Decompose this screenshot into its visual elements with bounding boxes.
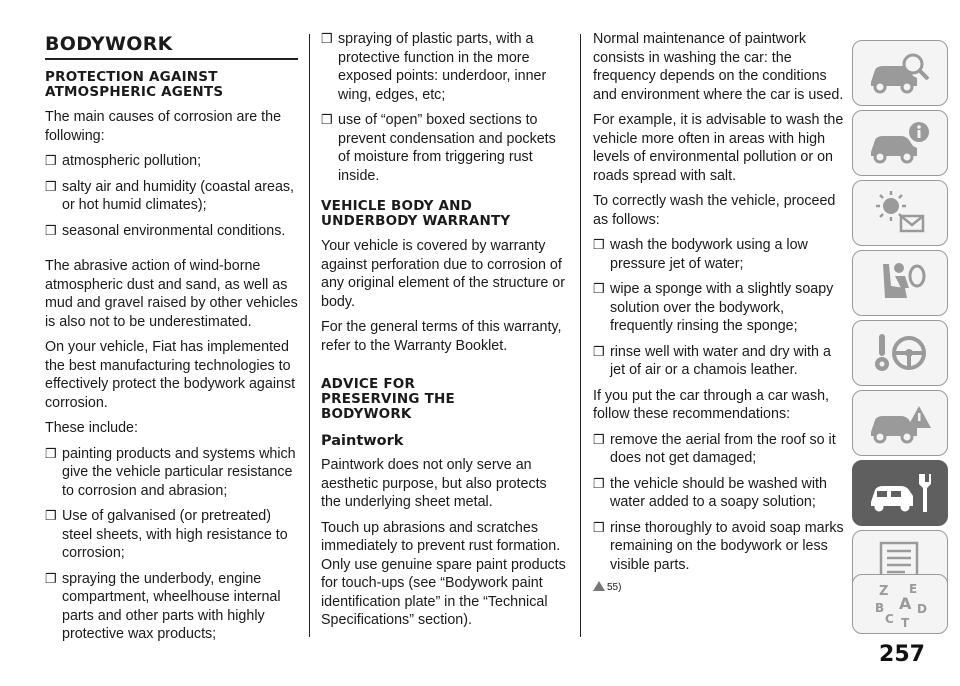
car-maintenance-icon (865, 468, 935, 518)
paragraph: On your vehicle, Fiat has implemented the best manufacturing technologies to effectively protect the bodywork against corrosion. (45, 339, 296, 411)
section-title-line: PRESERVING THE (321, 391, 455, 407)
paragraph: For example, it is advisable to wash the vehicle more often in areas with high levels of environmental pollution or on roads spread with salt. (593, 112, 844, 184)
column-3 (593, 30, 845, 593)
column-divider (309, 34, 310, 637)
list-item: ❒ spraying the underbody, engine compartment, wheelhouse internal parts and other parts with highly protective wax products; (45, 570, 281, 642)
warning-note-ref[interactable]: 55) (593, 581, 845, 593)
paragraph: Touch up abrasions and scratches immediately to prevent rust formation. Only use genuine spare paint products for touch-ups (see “Bodywork paint identification plate” in the “Technical Specifications” section). (321, 519, 566, 628)
paragraph: To correctly wash the vehicle, proceed as follows: (593, 193, 836, 228)
checkbox-bullet-icon: ❒ (45, 153, 57, 168)
section-title-line: ADVICE FOR (321, 376, 416, 392)
list-item: ❒ Use of galvanised (or pretreated) steel sheets, with high resistance to corrosion; (45, 508, 288, 561)
section-title-protection (45, 70, 298, 100)
svg-text:A: A (899, 594, 912, 613)
svg-text:E: E (909, 582, 918, 596)
paragraph: Paintwork does not only serve an aesthetic purpose, but also protects the underlying sheet metal. (321, 457, 547, 510)
list-item: ❒ use of “open” boxed sections to prevent condensation and pockets of moisture from triggering rust inside. (321, 112, 556, 184)
checkbox-bullet-icon: ❒ (593, 519, 605, 535)
list-item: ❒ wipe a sponge with a slightly soapy solution over the bodywork, frequently rinsing the sponge; (593, 281, 834, 334)
list-item: ❒ remove the aerial from the roof so it does not get damaged; (593, 431, 836, 466)
list-item: ❒ spraying of plastic parts, with a protective function in the more exposed points: underdoor, inner wing, edges, etc; (321, 31, 547, 103)
checkbox-bullet-icon: ❒ (321, 112, 333, 127)
list-item: ❒ the vehicle should be washed with water added to a soapy solution; (593, 475, 827, 510)
list-item: ❒ wash the bodywork using a low pressure jet of water; (593, 237, 808, 272)
list-item: ❒ seasonal environmental conditions. (45, 222, 286, 239)
subsection-title-paintwork: Paintwork (321, 433, 404, 449)
car-info-icon (865, 118, 935, 168)
tab-steering-key[interactable] (852, 320, 948, 386)
section-title-line: VEHICLE BODY AND (321, 198, 473, 214)
checkbox-bullet-icon: ❒ (593, 281, 605, 296)
checkbox-bullet-icon: ❒ (45, 222, 57, 238)
section-title-line: PROTECTION AGAINST (45, 69, 218, 85)
checkbox-bullet-icon: ❒ (593, 237, 605, 252)
car-breakdown-icon (865, 398, 935, 448)
paragraph: Your vehicle is covered by warranty against perforation due to corrosion of any original element of the structure or body. (321, 238, 565, 310)
tab-seat-airbag[interactable] (852, 250, 948, 316)
tab-warning-lights[interactable] (852, 180, 948, 246)
list-item: ❒ rinse thoroughly to avoid soap marks remaining on the bodywork or less visible parts. (593, 519, 844, 573)
checkbox-bullet-icon: ❒ (45, 508, 57, 523)
paragraph: Normal maintenance of paintwork consists in washing the car: the frequency depends on the conditions and environment where the car is used. (593, 31, 844, 103)
section-title-warranty (321, 199, 569, 229)
tab-car-info[interactable] (852, 110, 948, 176)
list-item: ❒ atmospheric pollution; (45, 153, 202, 169)
paragraph: The abrasive action of wind-borne atmospheric dust and sand, as well as mud and gravel raised by other vehicles is also not to be underestimated. (45, 258, 298, 330)
svg-text:Z: Z (879, 584, 889, 599)
checkbox-bullet-icon: ❒ (45, 178, 57, 194)
tab-alphabet-index[interactable] (852, 574, 948, 634)
checkbox-bullet-icon: ❒ (593, 475, 605, 491)
section-title-advice (321, 377, 569, 422)
checkbox-bullet-icon: ❒ (321, 31, 333, 46)
tab-car-breakdown[interactable] (852, 390, 948, 456)
paragraph: These include: (45, 420, 138, 436)
column-divider (580, 34, 581, 637)
tab-car-maintenance[interactable] (852, 460, 948, 526)
list-item: ❒ salty air and humidity (coastal areas, or hot humid climates); (45, 178, 295, 213)
page-heading: BODYWORK (45, 34, 298, 60)
intro-paragraph: The main causes of corrosion are the following: (45, 109, 282, 144)
list-item: ❒ painting products and systems which give the vehicle particular resistance to corrosion and abrasion; (45, 445, 296, 499)
section-title-line: ATMOSPHERIC AGENTS (45, 84, 224, 100)
section-title-line: UNDERBODY WARRANTY (321, 213, 511, 229)
list-item: ❒ rinse well with water and dry with a jet of air or a chamois leather. (593, 343, 831, 378)
car-search-icon (865, 48, 935, 98)
warning-triangle-icon (593, 581, 605, 591)
column-1 (45, 30, 298, 651)
alphabet-index-icon (865, 579, 935, 629)
paragraph: If you put the car through a car wash, follow these recommendations: (593, 387, 830, 422)
page-number: 257 (879, 642, 925, 667)
seat-airbag-icon (865, 258, 935, 308)
svg-text:C: C (885, 612, 894, 626)
section-title-line: BODYWORK (321, 406, 412, 422)
checkbox-bullet-icon: ❒ (45, 445, 57, 461)
svg-text:T: T (901, 616, 910, 629)
checkbox-bullet-icon: ❒ (593, 343, 605, 359)
column-2 (321, 30, 569, 637)
tab-car-search[interactable] (852, 40, 948, 106)
checkbox-bullet-icon: ❒ (593, 431, 605, 447)
paragraph: For the general terms of this warranty, refer to the Warranty Booklet. (321, 319, 562, 354)
warning-lights-icon (865, 188, 935, 238)
steering-key-icon (865, 328, 935, 378)
svg-text:B: B (875, 601, 885, 615)
checkbox-bullet-icon: ❒ (45, 570, 57, 586)
svg-text:D: D (917, 602, 927, 616)
